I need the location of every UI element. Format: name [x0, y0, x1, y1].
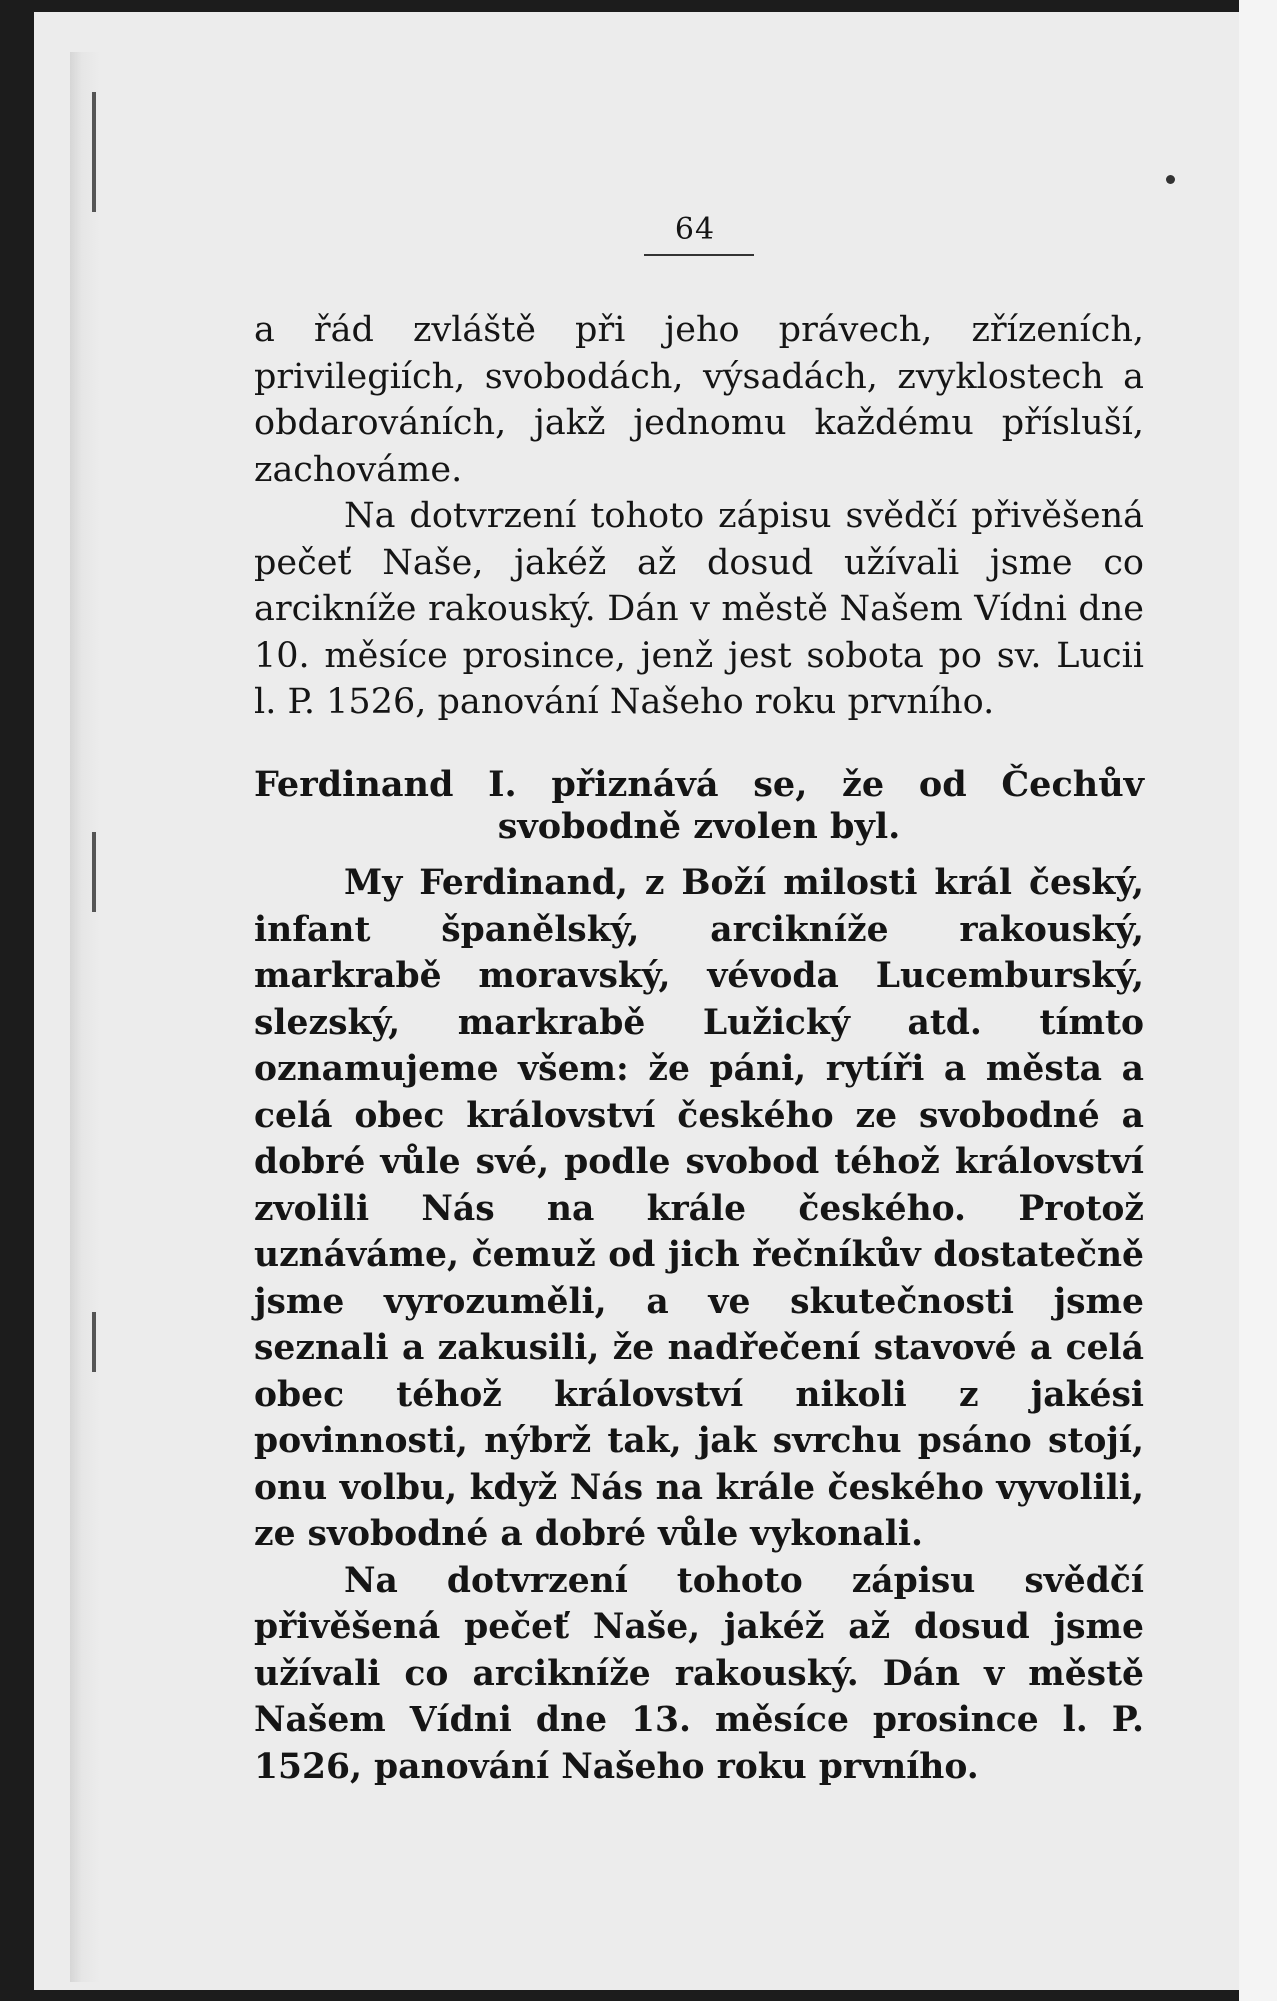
- document-body: [254, 860, 1144, 1790]
- margin-mark: [92, 832, 96, 912]
- paragraph-1: a řád zvláště při jeho právech, zřízeních, privilegiích, svobodách, výsadách, zvyklostech a obdarováních, jakž jednomu každému přísluší, zachováme.: [254, 310, 1144, 490]
- paragraph-4: Na dotvrzení tohoto zápisu svědčí přivěšená pečeť Naše, jakéž až dosud jsme užívali co arcikníže rakouský. Dán v městě Našem Vídni dne 13. měsíce prosince l. P. 1526, panování Našeho roku prvního.: [254, 1560, 1144, 1787]
- scan-edge: [1239, 0, 1277, 2001]
- ink-dot: [1166, 175, 1175, 184]
- margin-mark: [92, 1312, 96, 1372]
- section-heading: Ferdinand I. přiznává se, že od Čechův svobodně zvolen byl.: [254, 764, 1144, 847]
- book-page: [34, 12, 1239, 1990]
- paragraph-3: My Ferdinand, z Boží milosti král český, infant španělský, arcikníže rakouský, markrabě moravský, vévoda Lucemburský, slezský, markrabě Lužický atd. tímto oznamujeme všem: že páni, rytíři a města a celá obec království českého ze svobodné a dobré vůle své, podle svobod téhož království zvolili Nás na krále českého. Protož uznáváme, čemuž od jich řečníkův dostatečně jsme vyrozuměli, a ve skutečnosti jsme seznali a zakusili, že nadřečení stavové a celá obec téhož království nikoli z jakési povinnosti, nýbrž tak, jak svrchu psáno stojí, onu volbu, když Nás na krále českého vyvolili, ze svobodné a dobré vůle vykonali.: [254, 863, 1144, 1554]
- page-number-rule: [644, 254, 754, 256]
- margin-mark: [92, 92, 96, 212]
- page-number: 64: [674, 212, 716, 247]
- paragraph-continuation: [254, 307, 1144, 726]
- paragraph-2: Na dotvrzení tohoto zápisu svědčí přivěšená pečeť Naše, jakéž až dosud užívali jsme co arcikníže rakouský. Dán v městě Našem Vídni dne 10. měsíce prosince, jenž jest sobota po sv. Lucii l. P. 1526, panování Našeho roku prvního.: [254, 496, 1144, 722]
- binding-shadow: [70, 52, 100, 1982]
